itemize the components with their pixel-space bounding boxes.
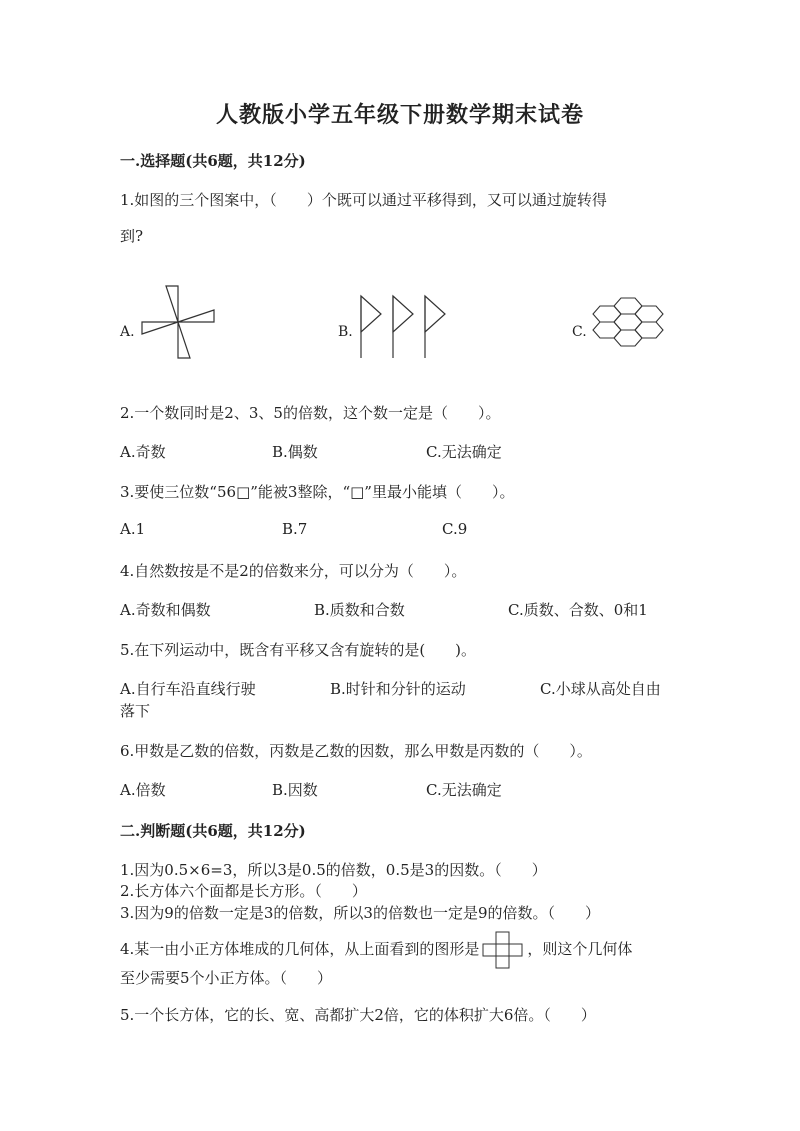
- q1-option-b-label: B.: [338, 324, 353, 340]
- q6-option-b: B.因数: [272, 781, 318, 799]
- q5-option-b: B.时针和分针的运动: [330, 680, 466, 698]
- q1-option-a-label: A.: [120, 324, 135, 340]
- page-title: 人教版小学五年级下册数学期末试卷: [215, 102, 584, 128]
- tf-item-2: 2.长方体六个面都是长方形。（ ）: [120, 882, 367, 900]
- q4-option-b: B.质数和合数: [314, 601, 405, 619]
- tf-item-1: 1.因为0.5×6=3，所以3是0.5的倍数，0.5是3的因数。（ ）: [120, 861, 547, 879]
- tf-item-4-text-before: 4.某一由小正方体堆成的几何体，从上面看到的图形是: [120, 940, 480, 958]
- pinwheel-figure: [138, 282, 218, 362]
- q3-option-c: C.9: [442, 520, 468, 538]
- q3-option-b: B.7: [282, 520, 308, 538]
- top-view-cross-shape-icon: [479, 930, 527, 970]
- q5-option-a: A.自行车沿直线行驶: [120, 680, 256, 698]
- q4-option-a: A.奇数和偶数: [120, 601, 211, 619]
- question-1-line-1: 1.如图的三个图案中，（ ）个既可以通过平移得到，又可以通过旋转得: [120, 191, 607, 209]
- q5-option-c: C.小球从高处自由: [540, 680, 661, 698]
- flags-figure: [355, 292, 455, 362]
- section-heading-true-false: 二.判断题(共6题，共12分): [120, 822, 306, 840]
- tf-item-4-line-1: [120, 930, 632, 970]
- q6-option-c: C.无法确定: [426, 781, 502, 799]
- q3-option-a: A.1: [120, 520, 146, 538]
- tf-item-4-line-2: 至少需要5个小正方体。（ ）: [120, 969, 333, 987]
- q5-option-c-continuation: 落下: [120, 702, 151, 720]
- question-1-line-2: 到?: [120, 227, 144, 245]
- q2-option-a: A.奇数: [120, 443, 166, 461]
- q1-option-c-label: C.: [572, 324, 587, 340]
- tf-item-5: 5.一个长方体，它的长、宽、高都扩大2倍，它的体积扩大6倍。（ ）: [120, 1006, 596, 1024]
- question-2: 2.一个数同时是2、3、5的倍数，这个数一定是（ ）。: [120, 404, 501, 422]
- question-6: 6.甲数是乙数的倍数，丙数是乙数的因数，那么甲数是丙数的（ ）。: [120, 742, 592, 760]
- q2-option-b: B.偶数: [272, 443, 318, 461]
- q2-option-c: C.无法确定: [426, 443, 502, 461]
- q6-option-a: A.倍数: [120, 781, 166, 799]
- section-heading-choice: 一.选择题(共6题，共12分): [120, 152, 306, 170]
- question-5: 5.在下列运动中，既含有平移又含有旋转的是( )。: [120, 641, 477, 659]
- q4-option-c: C.质数、合数、0和1: [508, 601, 648, 619]
- question-4: 4.自然数按是不是2的倍数来分，可以分为（ ）。: [120, 562, 467, 580]
- hexagon-cluster-figure: [588, 282, 668, 362]
- tf-item-4-text-after: ，则这个几何体: [527, 940, 633, 958]
- tf-item-3: 3.因为9的倍数一定是3的倍数，所以3的倍数也一定是9的倍数。（ ）: [120, 904, 600, 922]
- question-3: 3.要使三位数“56□”能被3整除，“□”里最小能填（ ）。: [120, 483, 515, 501]
